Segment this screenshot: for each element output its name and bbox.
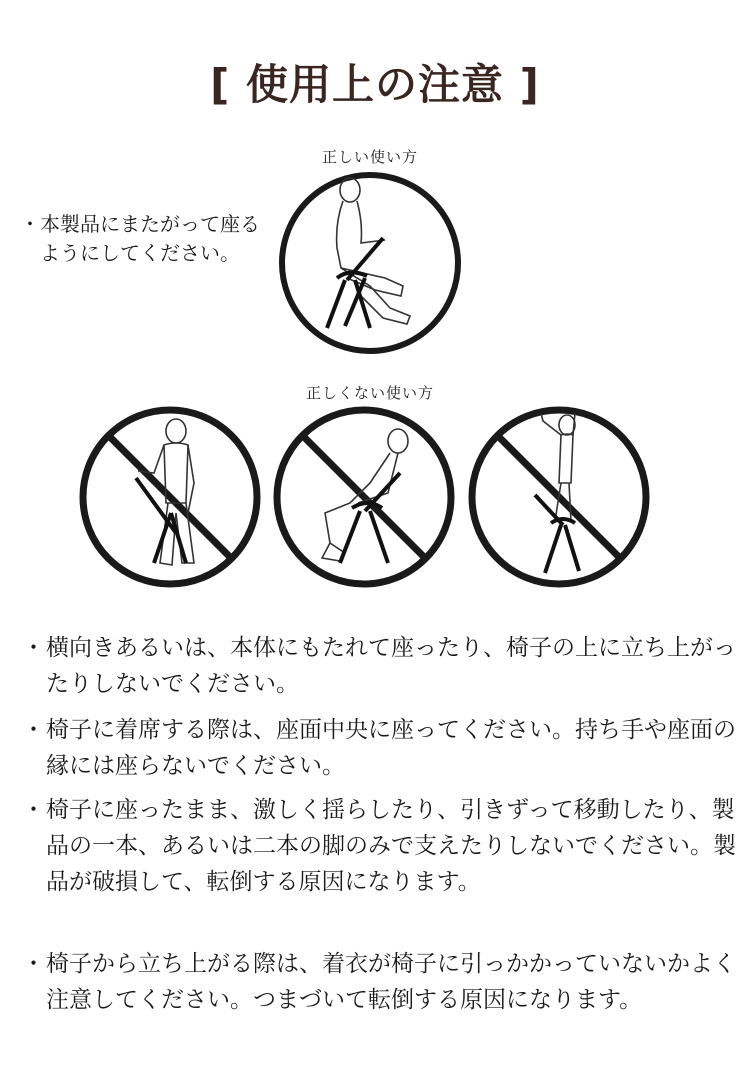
note-text: 椅子から立ち上がる際は、着衣が椅子に引っかかっていないかよく注意してください。つまづいて転倒する原因になります。 (46, 951, 736, 1013)
note-text: 横向きあるいは、本体にもたれて座ったり、椅子の上に立ち上がったりしないでください。 (46, 635, 736, 697)
prohibition-slash (303, 436, 425, 558)
note-item (22, 712, 737, 784)
bullet-mark: ・ (22, 951, 45, 977)
correct-usage-caption: 正しい使い方 (321, 148, 418, 166)
bullet-mark: ・ (22, 635, 45, 661)
incorrect-usage-illustration-3 (465, 403, 653, 591)
incorrect-usage-illustration-1 (76, 403, 264, 591)
prohibition-slash (109, 436, 231, 558)
note-item (22, 946, 737, 1018)
note-text: 椅子に着席する際は、座面中央に座ってください。持ち手や座面の縁には座らないでください。 (46, 717, 736, 779)
correct-usage-illustration (275, 168, 465, 358)
stool-illustration (327, 238, 383, 328)
bullet-mark: ・ (22, 797, 45, 823)
page-title: [ 使用上の注意 ] (210, 60, 540, 109)
bullet-mark: ・ (20, 212, 40, 236)
bullet-mark: ・ (22, 717, 45, 743)
incorrect-usage-illustration-2 (270, 403, 458, 591)
note-item (22, 630, 737, 702)
note-text: 椅子に座ったまま、激しく揺らしたり、引きずって移動したり、製品の一本、あるいは二本の脚のみで支えたりしないでください。製品が破損して、転倒する原因になります。 (46, 797, 736, 895)
incorrect-usage-caption: 正しくない使い方 (305, 384, 434, 402)
intro-note (20, 210, 270, 268)
note-item (22, 792, 737, 900)
intro-text: 本製品にまたがって座るようにしてください。 (40, 212, 260, 265)
